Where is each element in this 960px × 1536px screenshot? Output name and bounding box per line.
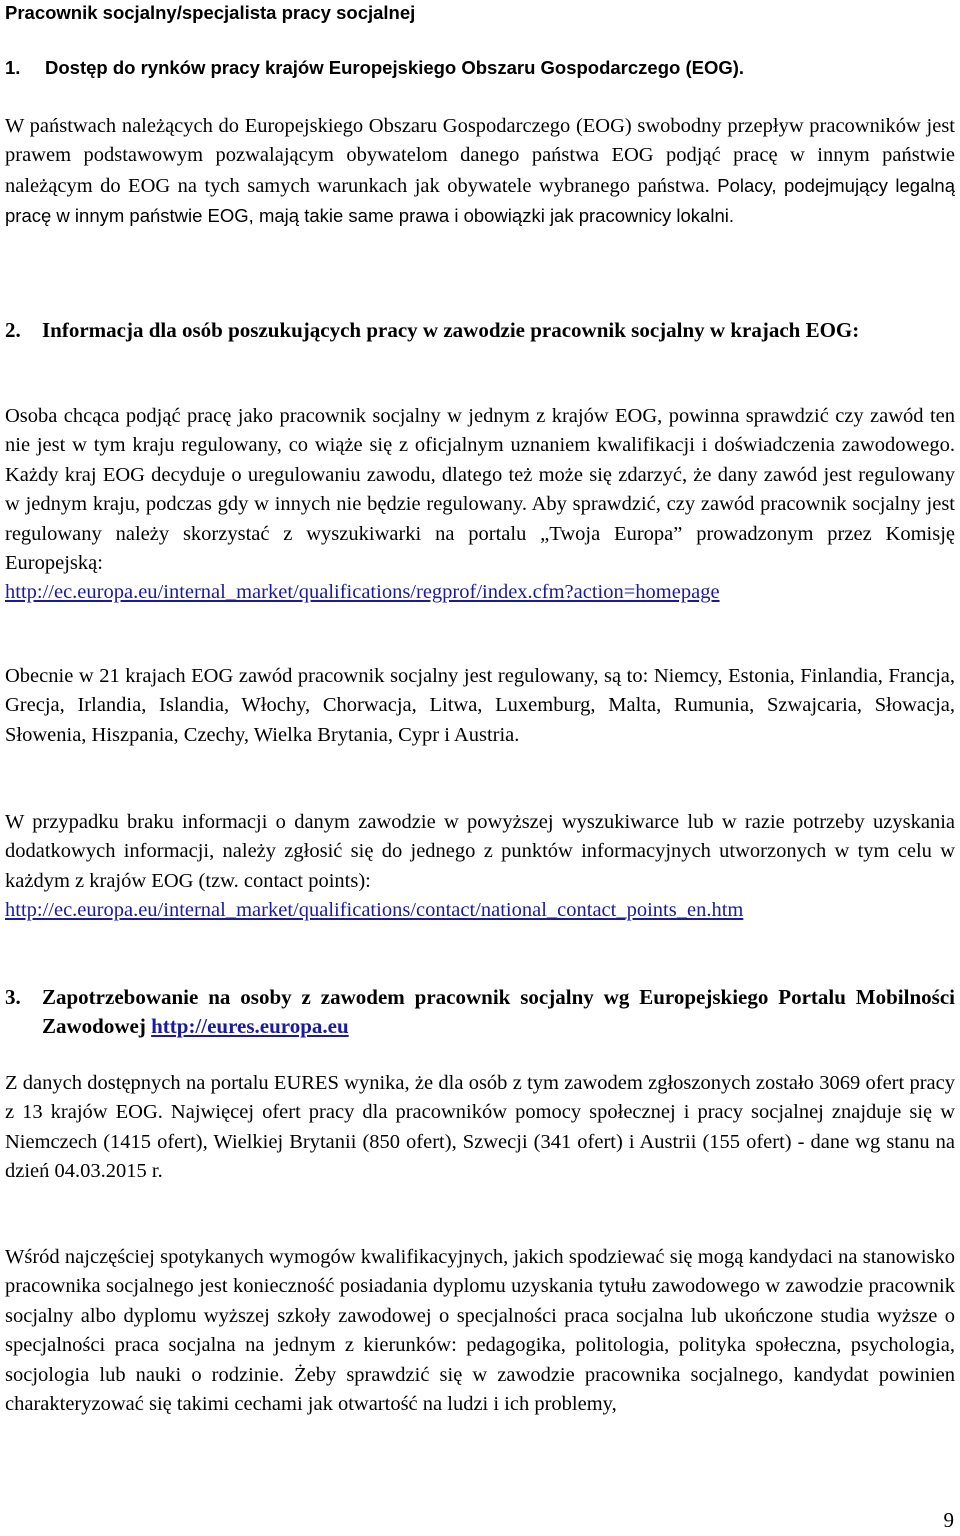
section1-heading-text: Dostęp do rynków pracy krajów Europejskiego Obszaru Gospodarczego (EOG). [45, 57, 745, 78]
section3-paragraph1: Z danych dostępnych na portalu EURES wynika, że dla osób z tym zawodem zgłoszonych zostało 3069 ofert pracy z 13 krajów EOG. Najwięcej ofert pracy dla pracowników pomocy społecznej i pracy socjalnej znajduje się w Niemczech (1415 ofert), Wielkiej Brytanii (850 ofert), Szwecji (341 ofert) i Austrii (155 ofert) - dane wg stanu na dzień 04.03.2015 r. [5, 1072, 955, 1183]
section2-paragraph3-text: W przypadku braku informacji o danym zawodzie w powyższej wyszukiwarce lub w razie potrzeby uzyskania dodatkowych informacji, należy zgłosić się do jednego z punktów informacyjnych utworzonych w tym celu w każdym z krajów EOG (tzw. contact points): [5, 811, 955, 892]
section2-heading: Informacja dla osób poszukujących pracy w zawodzie pracownik socjalny w krajach EOG: [42, 318, 860, 342]
section3-heading-text: Zapotrzebowanie na osoby z zawodem pracownik socjalny wg Europejskiego Portalu Mobilności Zawodowej [42, 985, 955, 1038]
section2-paragraph1 [5, 402, 955, 608]
section1-number: 1. [5, 57, 21, 78]
section2-paragraph2: Obecnie w 21 krajach EOG zawód pracownik socjalny jest regulowany, są to: Niemcy, Estonia, Finlandia, Francja, Grecja, Irlandia, Islandia, Włochy, Chorwacja, Litwa, Luxemburg, Malta, Rumunia, Szwajcaria, Słowacja, Słowenia, Hiszpania, Czechy, Wielka Brytania, Cypr i Austria. [5, 665, 955, 746]
contact-points-link[interactable]: http://ec.europa.eu/internal_market/qualifications/contact/national_contact_points_en.htm [5, 899, 744, 922]
section1-heading [5, 57, 744, 79]
section1-paragraph-b: Polacy, podejmujący legalną pracę w innym państwie EOG, mają takie same prawa i obowiązki jak pracownicy lokalni. [5, 174, 956, 227]
section1-paragraph [5, 112, 955, 232]
section2-paragraph3 [5, 808, 955, 926]
page-number: 9 [943, 1508, 954, 1532]
section3-heading [42, 983, 955, 1041]
eures-link[interactable]: http://eures.europa.eu [151, 1014, 349, 1038]
section3-paragraph2: Wśród najczęściej spotykanych wymogów kwalifikacyjnych, jakich spodziewać się mogą kandydaci na stanowisko pracownika socjalnego jest konieczność posiadania dyplomu uzyskania tytułu zawodowego w zawodzie pracownik socjalny albo dyplomu wyższej szkoły zawodowej o specjalności praca socjalna lub ukończone studia wyższe o specjalności praca socjalna na jednym z kierunków: pedagogika, politologia, polityka społeczna, psychologia, socjologia lub nauki o rodzinie. Żeby sprawdzić się w zawodzie pracownika socjalnego, kandydat powinien charakteryzować się takimi cechami jak otwartość na ludzi i ich problemy, [5, 1246, 955, 1416]
section2-number: 2. [5, 318, 21, 342]
section2-paragraph1-text: Osoba chcąca podjąć pracę jako pracownik socjalny w jednym z krajów EOG, powinna sprawdzić czy zawód ten nie jest w tym kraju regulowany, co wiąże się z oficjalnym uznaniem kwalifikacji i doświadczenia zawodowego. Każdy kraj EOG decyduje o uregulowaniu zawodu, dlatego też może się zdarzyć, że dany zawód jest regulowany w jednym kraju, podczas gdy w innych nie będzie regulowany. Aby sprawdzić, czy zawód pracownik socjalny jest regulowany należy skorzystać z wyszukiwarki na portalu „Twoja Europa” prowadzonym przez Komisję Europejską: [5, 405, 955, 575]
document-title: Pracownik socjalny/specjalista pracy socjalnej [5, 2, 416, 23]
section1-paragraph-a: W państwach należących do Europejskiego Obszaru Gospodarczego (EOG) swobodny przepływ pracowników jest prawem podstawowym pozwalającym obywatelom danego państwa EOG podjąć pracę w innym państwie należącym do EOG na tych samych warunkach jak obywatele wybranego państwa. [5, 115, 955, 197]
section3-number: 3. [5, 985, 21, 1009]
regprof-link[interactable]: http://ec.europa.eu/internal_market/qualifications/regprof/index.cfm?action=homepage [5, 581, 720, 604]
